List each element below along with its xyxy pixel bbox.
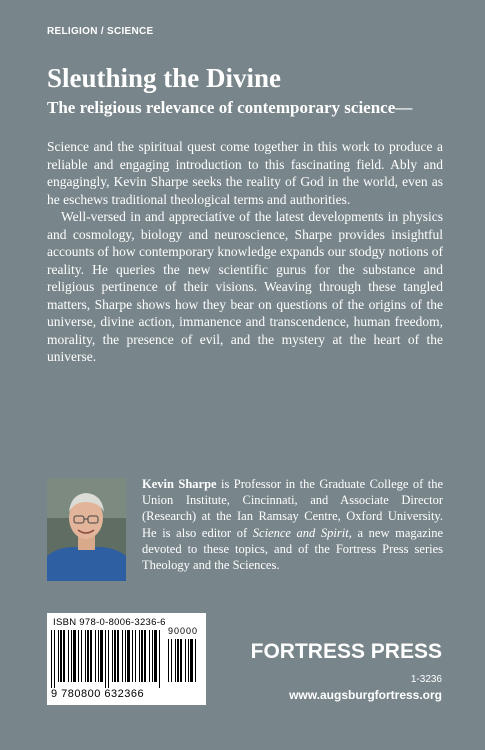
author-bio-text-2: , a new magazine devoted to these topics, and of the Fortress Press series Theology and the Sciences. xyxy=(142,525,444,573)
barcode-bar xyxy=(168,639,169,682)
author-bio-text-1: is Professor in the Graduate College of the Union Institute, Cincinnati, and Associate Director (Research) at the Ian Ramsay Centre, Oxford University. He is also editor of xyxy=(142,477,443,540)
author-bio xyxy=(142,476,443,573)
barcode-bar xyxy=(100,630,103,682)
barcode-bar xyxy=(90,630,92,682)
barcode-bar xyxy=(171,639,172,682)
barcode-bar xyxy=(81,630,82,682)
description-paragraph-2: Well-versed in and appreciative of the latest developments in physics and cosmology, biology and neuroscience, Sharpe provides insightful accounts of how contemporary knowledge expands our stodgy notions of reality. He queries the new scientific gurus for the substance and religious pertinence of their visions. Weaving through these tangled matters, Sharpe shows how they bear on questions of the origins of the universe, divine action, immanence and transcendence, human freedom, morality, the presence of evil, and the mystery at the heart of the universe. xyxy=(47,209,443,364)
author-name: Kevin Sharpe xyxy=(142,477,217,491)
barcode-bar xyxy=(127,630,130,682)
item-code: 1-3236 xyxy=(410,674,442,685)
barcode-bar xyxy=(154,630,157,682)
barcode-bar xyxy=(73,630,76,682)
barcode-bar xyxy=(159,630,160,688)
barcode-bar xyxy=(180,639,182,682)
price-code: 90000 xyxy=(168,626,199,636)
barcode-bar xyxy=(122,630,123,682)
category-label: RELIGION / SCIENCE xyxy=(47,26,154,37)
book-description xyxy=(47,138,443,366)
barcode-bar xyxy=(114,630,116,682)
ean-barcode-bars xyxy=(51,630,163,688)
barcode-bar xyxy=(125,630,126,682)
barcode-bar xyxy=(51,630,52,688)
barcode-bar xyxy=(71,630,72,682)
ean-digits: 9 780800 632366 xyxy=(51,688,145,700)
barcode-bar xyxy=(132,630,133,682)
barcode-bar xyxy=(149,630,150,682)
barcode-bar xyxy=(78,630,79,682)
publisher-name: FORTRESS PRESS xyxy=(250,640,442,663)
publisher-website: www.augsburgfortress.org xyxy=(289,688,442,702)
barcode-bar xyxy=(98,630,99,682)
book-subtitle: The religious relevance of contemporary science— xyxy=(47,98,413,117)
barcode-bar xyxy=(68,630,69,682)
barcode-bar xyxy=(108,630,109,688)
barcode-bar xyxy=(144,630,146,682)
barcode-bar xyxy=(139,630,140,682)
barcode-bar xyxy=(117,630,119,682)
isbn-number: ISBN 978-0-8006-3236-6 xyxy=(53,617,166,628)
barcode-bar xyxy=(54,630,55,688)
barcode-bar xyxy=(112,630,113,682)
barcode-bar xyxy=(177,639,179,682)
barcode-bar xyxy=(135,630,136,682)
barcode-bar xyxy=(105,630,106,688)
barcode-bar xyxy=(60,630,62,682)
barcode-bar xyxy=(152,630,153,682)
barcode-bar xyxy=(85,630,86,682)
magazine-title: Science and Spirit xyxy=(252,525,349,540)
book-title: Sleuthing the Divine xyxy=(47,63,282,93)
barcode-bar xyxy=(188,639,189,682)
barcode xyxy=(47,613,206,705)
barcode-bar xyxy=(95,630,96,682)
barcode-bar xyxy=(175,639,176,682)
barcode-bar xyxy=(87,630,89,682)
barcode-bar xyxy=(195,639,196,682)
barcode-bar xyxy=(141,630,143,682)
author-photo xyxy=(47,478,126,581)
barcode-bar xyxy=(63,630,65,682)
barcode-bar xyxy=(190,639,193,682)
barcode-bar xyxy=(58,630,59,682)
description-paragraph-1: Science and the spiritual quest come together in this work to produce a reliable and engaging introduction to this fascinating field. Ably and engagingly, Kevin Sharpe seeks the reality of God in the world, even as he eschews traditional theological terms and authorities. xyxy=(47,139,443,207)
price-barcode-bars xyxy=(168,639,200,688)
barcode-bar xyxy=(185,639,186,682)
